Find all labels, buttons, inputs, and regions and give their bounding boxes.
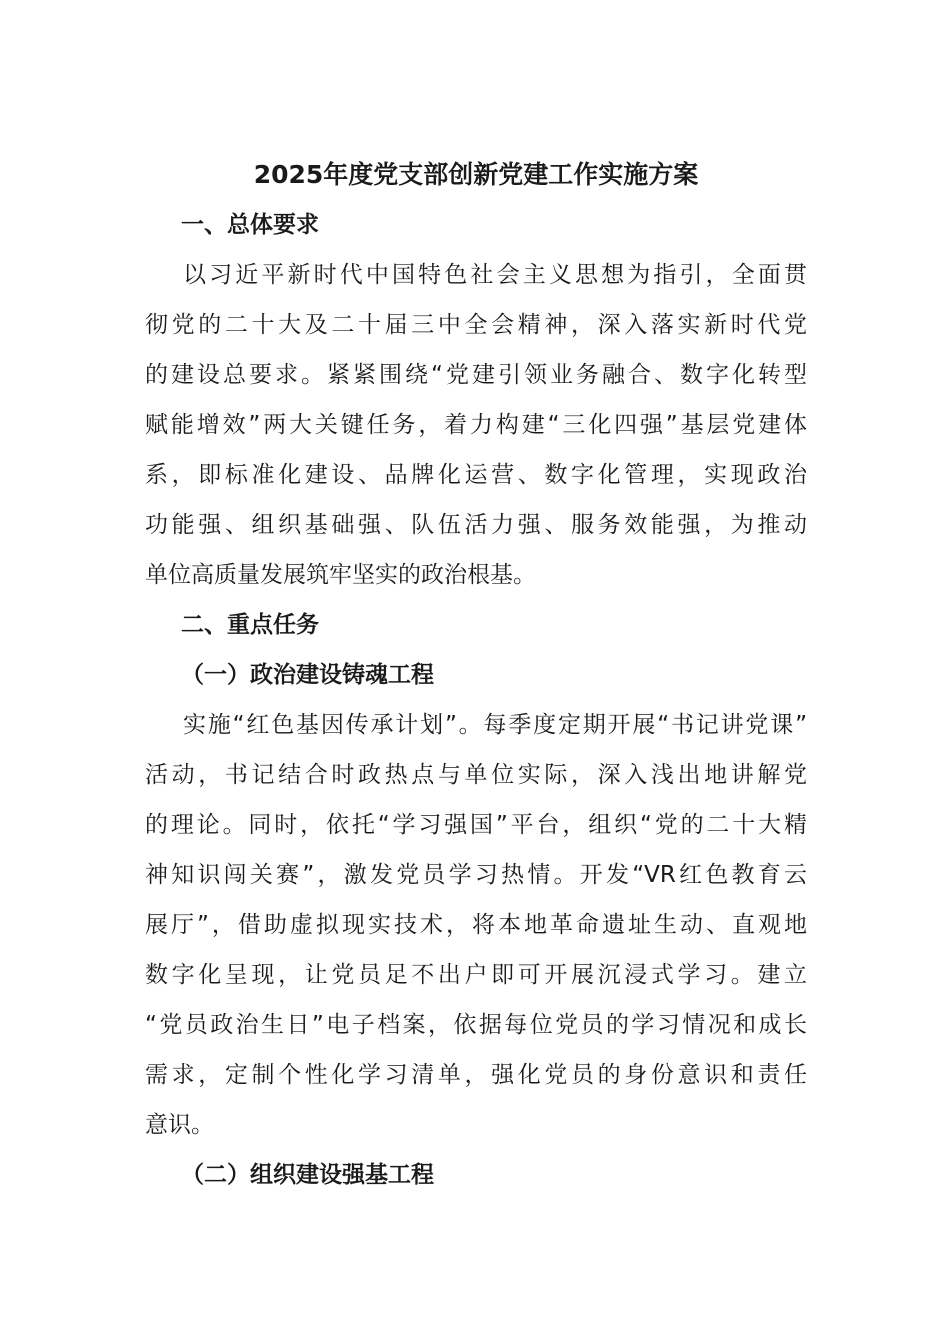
paragraph-political-building — [145, 700, 807, 1150]
paragraph-line: 的建设总要求。紧紧围绕“党建引领业务融合、数字化转型 — [145, 362, 807, 388]
paragraph-line: 以习近平新时代中国特色社会主义思想为指引，全面贯 — [183, 262, 807, 288]
paragraph-line: 赋能增效”两大关键任务，着力构建“三化四强”基层党建体 — [145, 412, 807, 438]
paragraph-general-requirements — [145, 250, 807, 600]
paragraph-line: 意识。 — [145, 1112, 214, 1138]
paragraph-line: 实施“红色基因传承计划”。每季度定期开展“书记讲党课” — [183, 712, 807, 738]
paragraph-line: 数字化呈现，让党员足不出户即可开展沉浸式学习。建立 — [145, 962, 807, 988]
document-page — [145, 150, 807, 1200]
paragraph-line: “党员政治生日”电子档案，依据每位党员的学习情况和成长 — [145, 1012, 807, 1038]
subheading-political-building: （一）政治建设铸魂工程 — [181, 662, 434, 688]
subheading-organization-building: （二）组织建设强基工程 — [181, 1162, 434, 1188]
paragraph-line: 活动，书记结合时政热点与单位实际，深入浅出地讲解党 — [145, 762, 807, 788]
paragraph-line: 彻党的二十大及二十届三中全会精神，深入落实新时代党 — [145, 312, 807, 338]
paragraph-line: 需求，定制个性化学习清单，强化党员的身份意识和责任 — [145, 1062, 807, 1088]
section-heading-general-requirements: 一、总体要求 — [181, 212, 319, 238]
paragraph-line: 神知识闯关赛”，激发党员学习热情。开发“VR红色教育云 — [145, 862, 807, 888]
document-title: 2025年度党支部创新党建工作实施方案 — [253, 160, 699, 189]
section-heading-key-tasks: 二、重点任务 — [181, 612, 319, 638]
paragraph-line: 功能强、组织基础强、队伍活力强、服务效能强，为推动 — [145, 512, 807, 538]
paragraph-line: 展厅”，借助虚拟现实技术，将本地革命遗址生动、直观地 — [145, 912, 807, 938]
paragraph-line: 的理论。同时，依托“学习强国”平台，组织“党的二十大精 — [145, 812, 807, 838]
paragraph-line: 单位高质量发展筑牢坚实的政治根基。 — [145, 562, 536, 588]
paragraph-line: 系，即标准化建设、品牌化运营、数字化管理，实现政治 — [145, 462, 807, 488]
